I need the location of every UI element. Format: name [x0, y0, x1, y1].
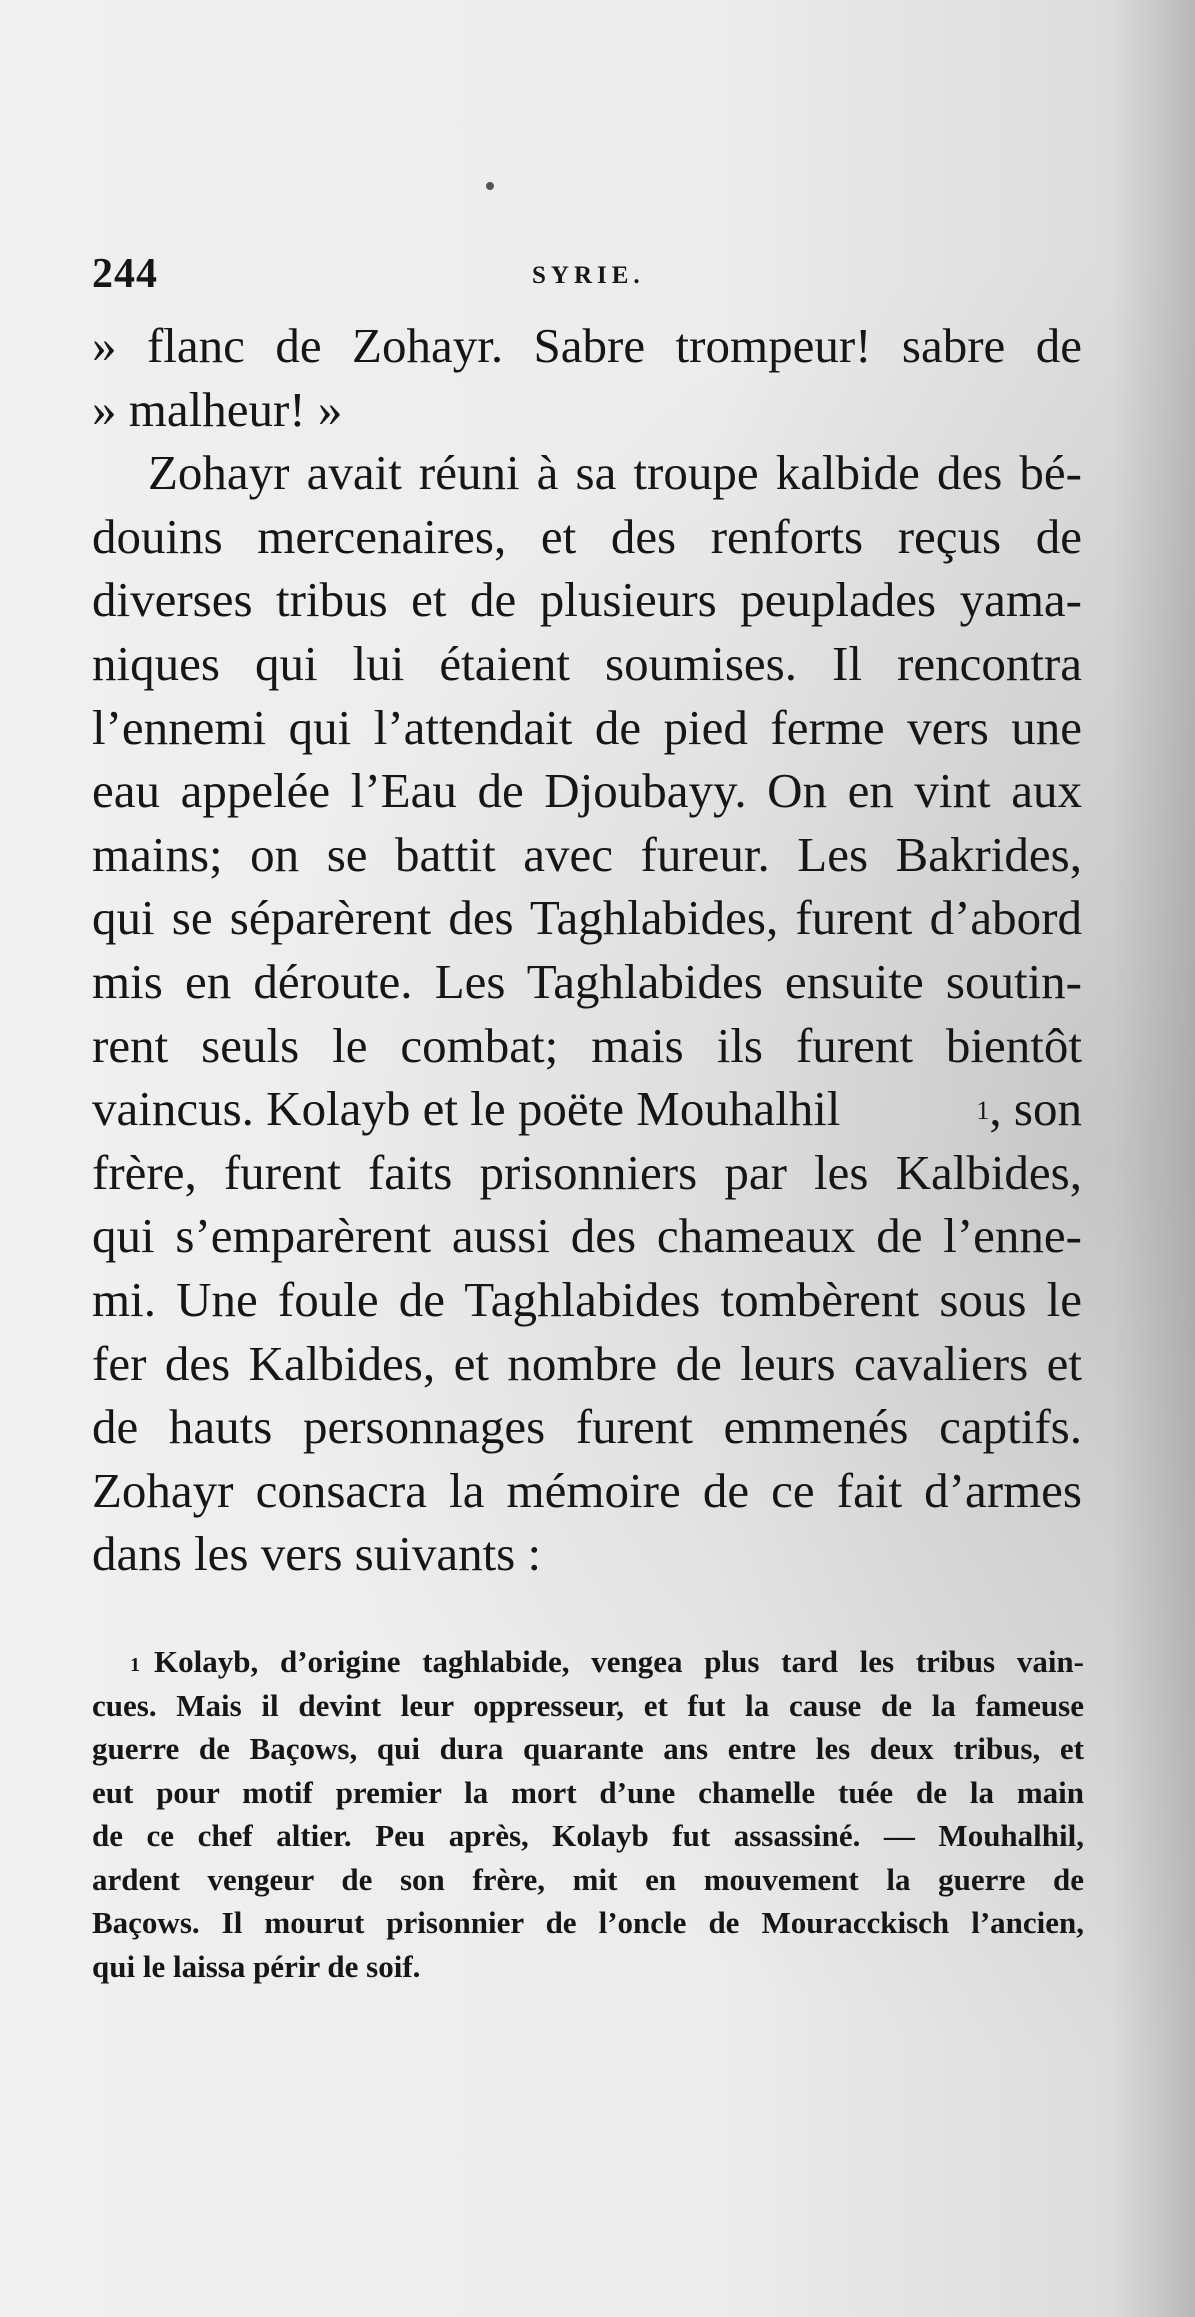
text-line: douins mercenaires, et des renforts reçus de: [92, 508, 1082, 564]
page-header: [92, 250, 1092, 300]
text-line: diverses tribus et de plusieurs peuplades yama-: [92, 572, 1082, 628]
text-line: mi. Une foule de Taghlabides tombèrent sous le: [92, 1271, 1082, 1327]
text-line: fer des Kalbides, et nombre de leurs cavaliers et: [92, 1335, 1082, 1391]
running-head: SYRIE.: [532, 262, 645, 289]
text-line: eau appelée l’Eau de Djoubayy. On en vint aux: [92, 763, 1082, 819]
footnote-line: de ce chef altier. Peu après, Kolayb fut assassiné. — Mouhalhil,: [92, 1818, 1084, 1853]
text-line: mis en déroute. Les Taghlabides ensuite soutin-: [92, 953, 1082, 1009]
text-segment: vaincus. Kolayb et le poëte Mouhalhil: [92, 1081, 841, 1137]
text-line: » flanc de Zohayr. Sabre trompeur! sabre de: [92, 318, 1082, 373]
text-line-with-footnote-ref: [92, 1077, 1082, 1141]
footnote-line: ardent vengeur de son frère, mit en mouvement la guerre de: [92, 1861, 1084, 1897]
footnote-line: Baçows. Il mourut prisonnier de l’oncle de Mouracckisch l’ancien,: [92, 1905, 1084, 1940]
text-line: » malheur! »: [92, 381, 343, 437]
ink-speck: [486, 182, 494, 190]
text-line: de hauts personnages furent emmenés captifs.: [92, 1399, 1082, 1455]
text-line: qui s’emparèrent aussi des chameaux de l’enne-: [92, 1208, 1082, 1264]
text-line: Zohayr consacra la mémoire de ce fait d’armes: [92, 1462, 1082, 1518]
text-segment: [976, 1077, 1082, 1141]
footnote-line: [92, 1640, 1084, 1684]
footnote-number: 1: [130, 1654, 140, 1676]
page-number: 244: [92, 251, 158, 297]
text-line: Zohayr avait réuni à sa troupe kalbide des bé-: [148, 445, 1082, 501]
footnote-line: qui le laissa périr de soif.: [92, 1948, 421, 1984]
text-line: l’ennemi qui l’attendait de pied ferme vers une: [92, 699, 1082, 755]
text-line: dans les vers suivants :: [92, 1526, 542, 1582]
footnote: [92, 1640, 1084, 1988]
text-line: niques qui lui étaient soumises. Il rencontra: [92, 635, 1082, 691]
text-line: frère, furent faits prisonniers par les Kalbides,: [92, 1144, 1082, 1200]
text-line: rent seuls le combat; mais ils furent bientôt: [92, 1017, 1082, 1073]
text-line: qui se séparèrent des Taghlabides, furent d’abord: [92, 890, 1082, 946]
text-line: mains; on se battit avec fureur. Les Bakrides,: [92, 826, 1082, 882]
text-segment-tail: , son: [989, 1081, 1082, 1137]
footnote-line: eut pour motif premier la mort d’une chamelle tuée de la main: [92, 1774, 1084, 1810]
footnote-line: guerre de Baçows, qui dura quarante ans entre les deux tribus, et: [92, 1731, 1084, 1766]
footnote-line: cues. Mais il devint leur oppresseur, et fut la cause de la fameuse: [92, 1687, 1084, 1723]
body-text: [92, 314, 1082, 1586]
footnote-text: Kolayb, d’origine taghlabide, vengea plus tard les tribus vain-: [154, 1644, 1084, 1679]
footnote-reference[interactable]: 1: [976, 1096, 990, 1126]
